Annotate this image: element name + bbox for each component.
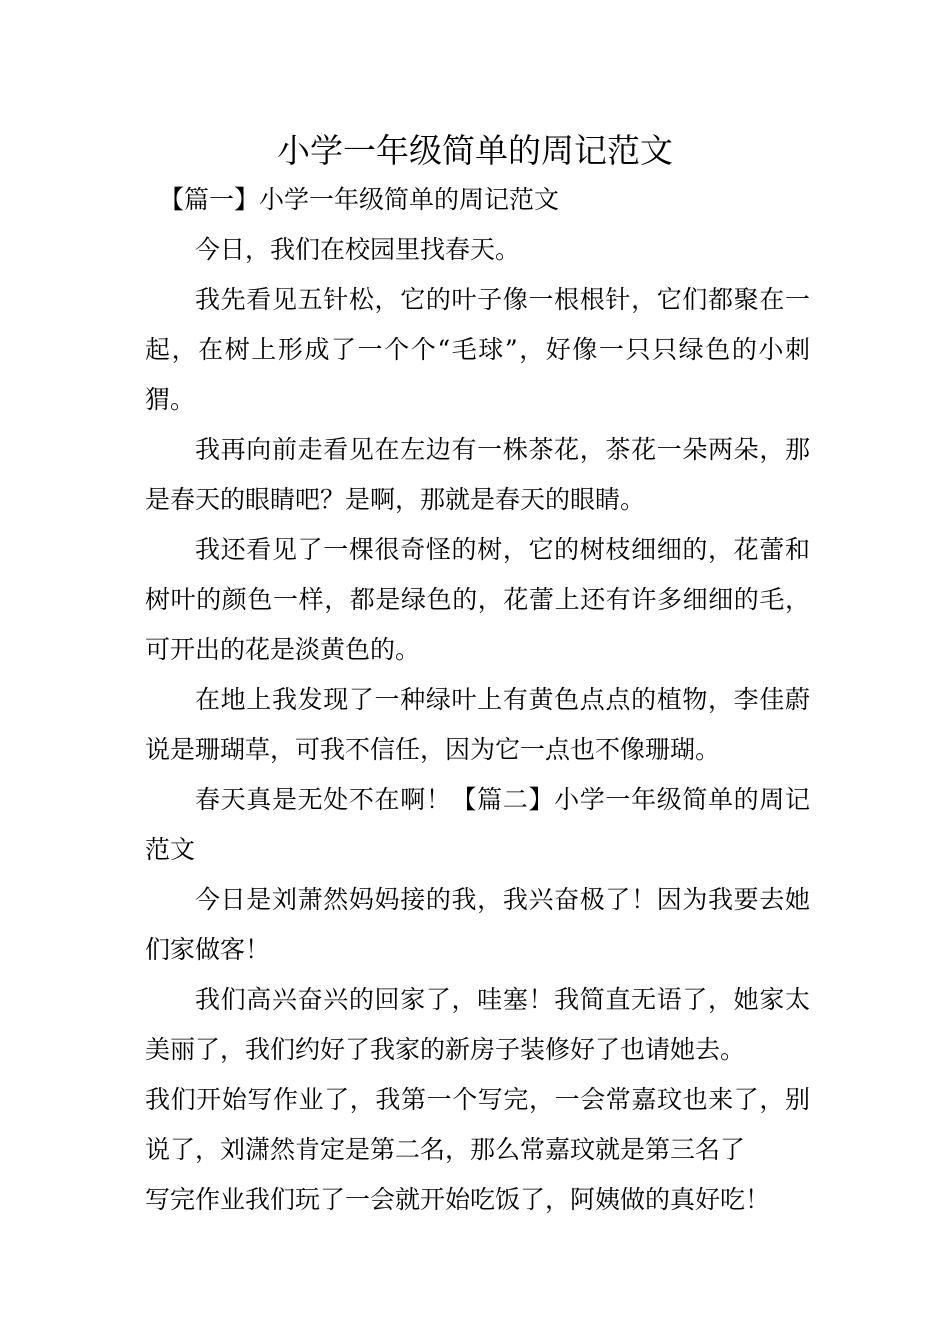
paragraph: 写完作业我们玩了一会就开始吃饭了，阿姨做的真好吃！ [145,1185,771,1214]
paragraph: 我再向前走看见在左边有一株茶花，茶花一朵两朵，那是春天的眼睛吧？是啊，那就是春天的眼睛。 [145,435,810,514]
paragraph: 今日是刘萧然妈妈接的我，我兴奋极了！因为我要去她们家做客！ [145,885,810,964]
paragraph: 春天真是无处不在啊！【篇二】小学一年级简单的周记范文 [145,785,810,864]
section-heading-1: 【篇一】小学一年级简单的周记范文 [159,185,560,214]
paragraph: 在地上我发现了一种绿叶上有黄色点点的植物，李佳蔚说是珊瑚草，可我不信任，因为它一点也不像珊瑚。 [145,685,810,764]
paragraph: 今日，我们在校园里找春天。 [195,235,521,264]
paragraph: 我还看见了一棵很奇怪的树，它的树枝细细的，花蕾和树叶的颜色一样，都是绿色的，花蕾上还有许多细细的毛，可开出的花是淡黄色的。 [145,535,810,664]
paragraph: 我们开始写作业了，我第一个写完，一会常嘉玟也来了，别说了，刘潇然肯定是第二名，那么常嘉玟就是第三名了 [145,1085,810,1164]
document-title: 小学一年级简单的周记范文 [277,131,673,170]
document-body [145,175,810,1225]
paragraph: 我先看见五针松，它的叶子像一根根针，它们都聚在一起，在树上形成了一个个“毛球”，好像一只只绿色的小刺猬。 [145,285,810,414]
paragraph: 我们高兴奋兴的回家了，哇塞！我简直无语了，她家太美丽了，我们约好了我家的新房子装修好了也请她去。 [145,985,810,1064]
